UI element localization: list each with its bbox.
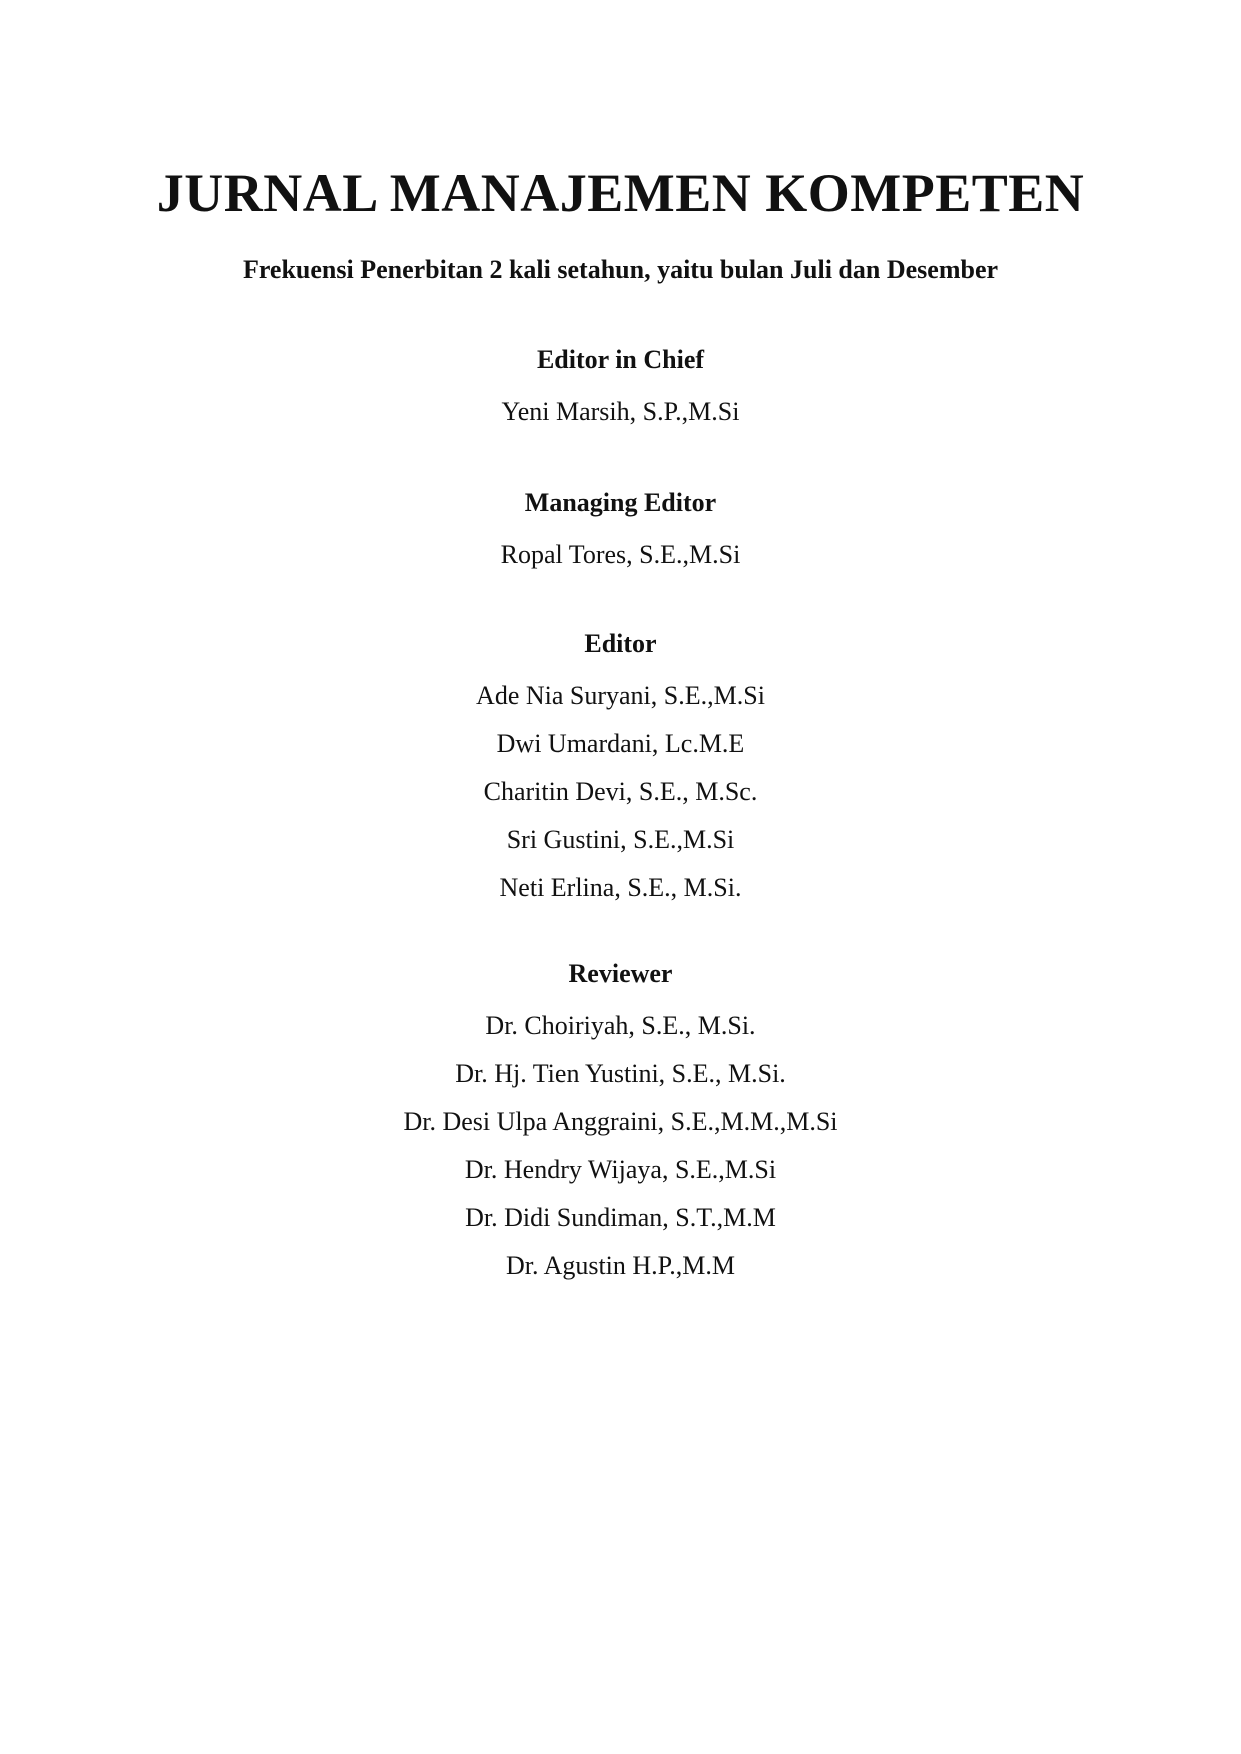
member-name: Dr. Didi Sundiman, S.T.,M.M [465,1203,776,1232]
reviewer-list [0,1002,1241,1290]
section-heading-editor: Editor [584,629,657,658]
managing-editor-section [0,485,1241,579]
member-name: Yeni Marsih, S.P.,M.Si [501,397,740,426]
publication-frequency: Frekuensi Penerbitan 2 kali setahun, yaitu bulan Juli dan Desember [242,255,999,284]
member-name: Dr. Desi Ulpa Anggraini, S.E.,M.M.,M.Si [403,1107,838,1136]
editor-list [0,672,1241,912]
member-name: Charitin Devi, S.E., M.Sc. [483,777,758,806]
editor-section [0,626,1241,912]
member-name: Ropal Tores, S.E.,M.Si [500,540,741,569]
member-name: Dr. Hendry Wijaya, S.E.,M.Si [464,1155,777,1184]
reviewer-section [0,956,1241,1290]
member-name: Dwi Umardani, Lc.M.E [496,729,745,758]
editor-in-chief-list [0,388,1241,436]
member-name: Dr. Agustin H.P.,M.M [506,1251,735,1280]
member-name: Ade Nia Suryani, S.E.,M.Si [476,681,765,710]
managing-editor-list [0,531,1241,579]
section-heading-managing-editor: Managing Editor [524,488,717,517]
section-heading-editor-in-chief: Editor in Chief [536,345,705,374]
editor-in-chief-section [0,342,1241,436]
member-name: Neti Erlina, S.E., M.Si. [499,873,742,902]
member-name: Sri Gustini, S.E.,M.Si [506,825,735,854]
journal-title: JURNAL MANAJEMEN KOMPETEN [156,163,1085,223]
member-name: Dr. Choiriyah, S.E., M.Si. [485,1011,756,1040]
member-name: Dr. Hj. Tien Yustini, S.E., M.Si. [455,1059,786,1088]
section-heading-reviewer: Reviewer [568,959,673,988]
